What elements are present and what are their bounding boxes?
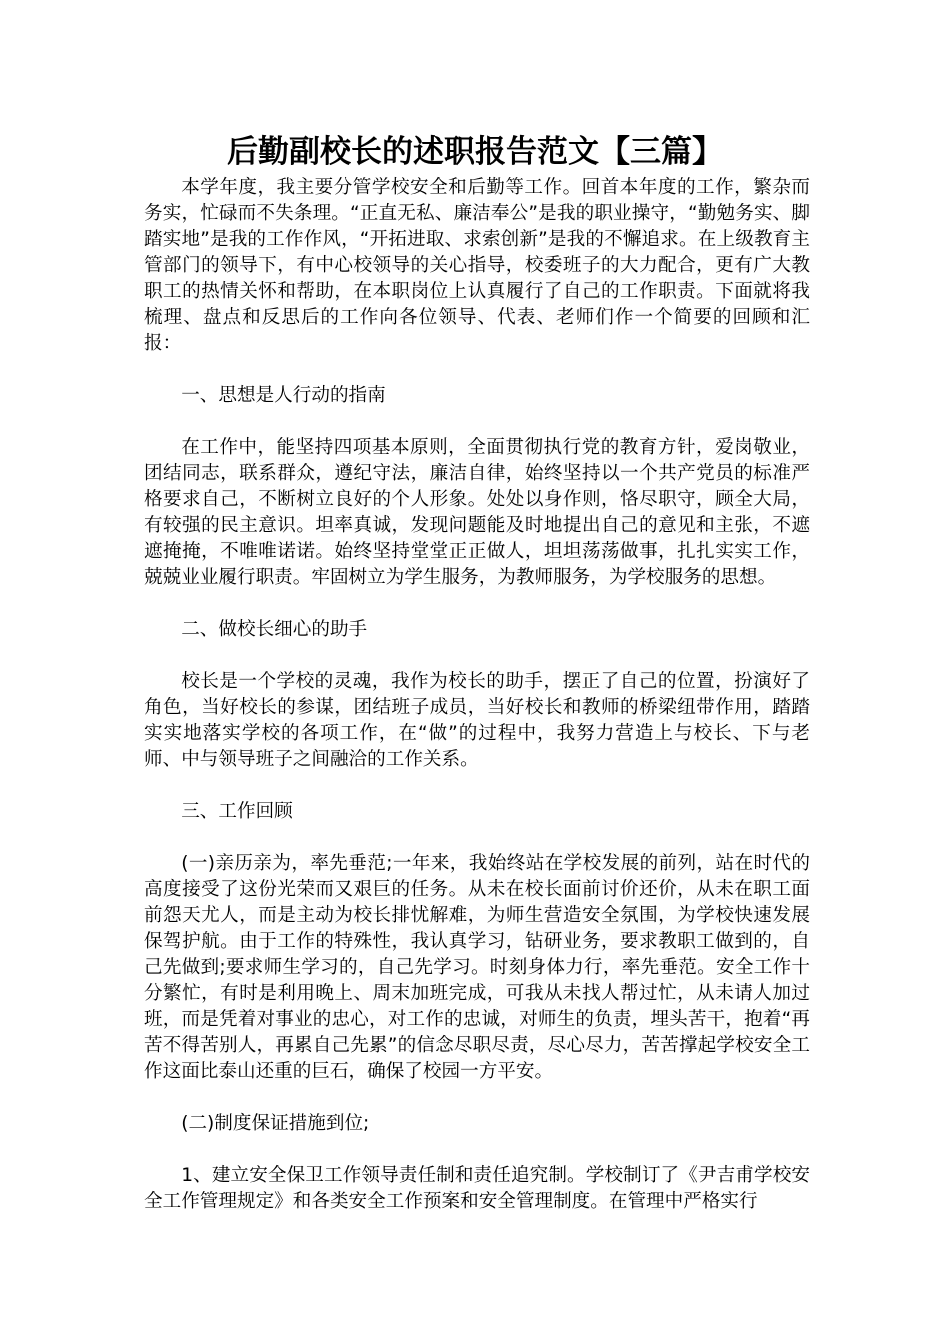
paragraph-spacer — [144, 357, 810, 383]
paragraph-spacer — [144, 1137, 810, 1163]
paragraph-spacer — [144, 825, 810, 851]
paragraph-spacer — [144, 773, 810, 799]
paragraph-section-1: 在工作中，能坚持四项基本原则，全面贯彻执行党的教育方针，爱岗敬业，团结同志，联系群众，遵纪守法，廉洁自律，始终坚持以一个共产党员的标准严格要求自己，不断树立良好的个人形象。处处以身作则，恪尽职守，顾全大局，有较强的民主意识。坦率真诚，发现问题能及时地提出自己的意见和主张，不遮遮掩掩，不唯唯诺诺。始终坚持堂堂正正做人，坦坦荡荡做事，扎扎实实工作，兢兢业业履行职责。牢固树立为学生服务，为教师服务，为学校服务的思想。 — [144, 437, 810, 588]
paragraph-spacer — [144, 591, 810, 617]
section-heading-2: 二、做校长细心的助手 — [181, 619, 368, 640]
paragraph-spacer — [144, 1085, 810, 1111]
paragraph-intro: 本学年度，我主要分管学校安全和后勤等工作。回首本年度的工作，繁杂而务实，忙碌而不失条理。“正直无私、廉洁奉公”是我的职业操守，“勤勉务实、脚踏实地”是我的工作作风，“开拓进取、求索创新”是我的不懈追求。在上级教育主管部门的领导下，有中心校领导的关心指导，校委班子的大力配合，更有广大教职工的热情关怀和帮助，在本职岗位上认真履行了自己的工作职责。下面就将我梳理、盘点和反思后的工作向各位领导、代表、老师们作一个简要的回顾和汇报： — [144, 177, 810, 354]
paragraph-section-2: 校长是一个学校的灵魂，我作为校长的助手，摆正了自己的位置，扮演好了角色，当好校长的参谋，团结班子成员，当好校长和教师的桥梁纽带作用，踏踏实实地落实学校的各项工作，在“做”的过程中，我努力营造上与校长、下与老师、中与领导班子之间融洽的工作关系。 — [144, 671, 810, 770]
subsection-heading-2: (二)制度保证措施到位; — [181, 1113, 370, 1134]
document-body — [144, 175, 810, 1215]
section-heading-3: 三、工作回顾 — [181, 801, 293, 822]
section-heading-1: 一、思想是人行动的指南 — [181, 385, 386, 406]
paragraph-section-3-2-1: 1、建立安全保卫工作领导责任制和责任追究制。学校制订了《尹吉甫学校安全工作管理规定》和各类安全工作预案和安全管理制度。在管理中严格实行 — [144, 1165, 810, 1212]
document-title: 后勤副校长的述职报告范文【三篇】 — [227, 134, 723, 170]
paragraph-spacer — [144, 409, 810, 435]
paragraph-spacer — [144, 643, 810, 669]
paragraph-section-3-1: (一)亲历亲为，率先垂范;一年来，我始终站在学校发展的前列，站在时代的高度接受了这份光荣而又艰巨的任务。从未在校长面前讨价还价，从未在职工面前怨天尤人，而是主动为校长排忧解难，为师生营造安全氛围，为学校快速发展保驾护航。由于工作的特殊性，我认真学习，钻研业务，要求教职工做到的，自己先做到;要求师生学习的，自己先学习。时刻身体力行，率先垂范。安全工作十分繁忙，有时是利用晚上、周末加班完成，可我从未找人帮过忙，从未请人加过班，而是凭着对事业的忠心，对工作的忠诚，对师生的负责，埋头苦干，抱着“再苦不得苦别人，再累自己先累”的信念尽职尽责，尽心尽力，苦苦撑起学校安全工作这面比泰山还重的巨石，确保了校园一方平安。 — [144, 853, 810, 1082]
